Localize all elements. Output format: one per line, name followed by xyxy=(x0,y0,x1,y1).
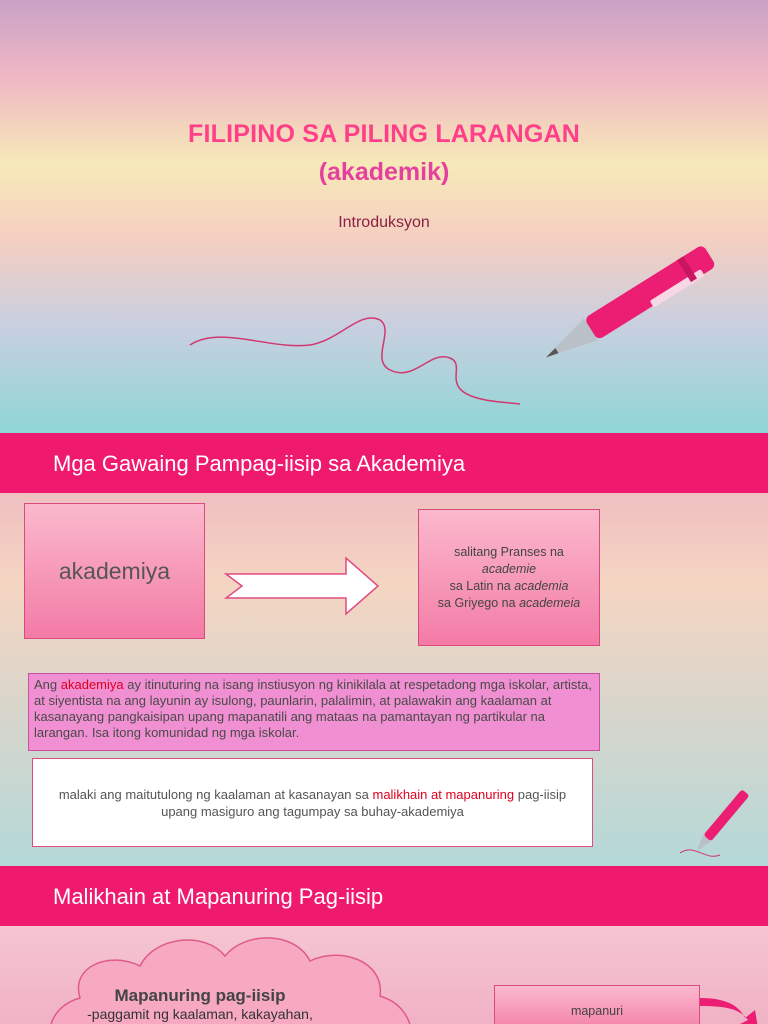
cloud-title: Mapanuring pag-iisip xyxy=(114,986,286,1005)
note-pre: malaki ang maitutulong ng kaalaman at kasanayan sa xyxy=(58,786,373,802)
slide-akademiya xyxy=(0,433,768,866)
definition-line-4-text: sa Griyego na xyxy=(437,595,520,610)
intro-label: Introduksyon xyxy=(338,214,430,231)
paragraph-post: ay itinuturing na isang instiusyon ng kinikilala at respetadong mga iskolar, artista, at siyentista na ang layunin ay isulong, paunlarin, palalimin, at palawakin ang kaalaman at kasanayang pangkaisipan upang mapanatili ang mataas na pamantayan ng partikular na larangan. Isa itong komunidad ng mga iskolar. xyxy=(34,677,592,740)
section-header xyxy=(0,866,768,926)
section-header-text: Malikhain at Mapanuring Pag-iisip xyxy=(53,884,384,909)
definition-paragraph xyxy=(28,673,600,751)
paragraph-highlight: akademiya xyxy=(60,677,124,692)
cloud-text: -paggamit ng kaalaman, kakayahan, xyxy=(87,1006,313,1022)
slide-title xyxy=(0,0,768,433)
definition-line-3-text: sa Latin na xyxy=(449,578,515,593)
page-subtitle: (akademik) xyxy=(318,158,450,186)
pen-icon xyxy=(680,783,750,863)
pen-icon xyxy=(520,210,720,410)
slide-malikhain xyxy=(0,866,768,1024)
section-header-text: Mga Gawaing Pampag-iisip sa Akademiya xyxy=(53,451,466,476)
definition-box xyxy=(418,509,600,646)
section-header xyxy=(0,433,768,493)
scribble-decoration xyxy=(180,300,540,410)
definition-line-1: salitang Pranses na xyxy=(454,544,564,559)
arrow-right-icon xyxy=(224,556,382,616)
note-box xyxy=(32,758,593,847)
definition-line-3-term: academia xyxy=(514,578,569,593)
definition-line-4-term: academeia xyxy=(519,595,581,610)
note-post: pag-iisip upang masiguro ang tagumpay sa buhay-akademiya xyxy=(161,786,567,819)
note-highlight: malikhain at mapanuring xyxy=(372,786,515,802)
akademiya-box: akademiya xyxy=(24,503,205,639)
mapanuri-box: mapanuri xyxy=(494,985,700,1024)
ribbon-arrow-icon xyxy=(700,988,768,1024)
page-title: FILIPINO SA PILING LARANGAN xyxy=(188,120,580,148)
definition-line-2: academie xyxy=(481,561,537,576)
paragraph-pre: Ang xyxy=(34,677,61,692)
